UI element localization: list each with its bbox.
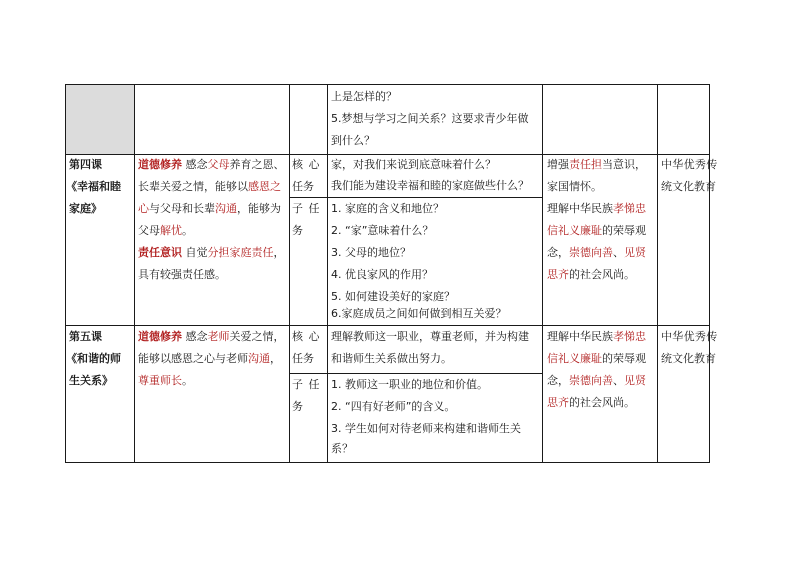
lesson4-value-line-6: 思齐的社会风尚。 [547, 268, 635, 281]
responsibility-label: 责任意识 [138, 246, 182, 259]
lesson5-core-label-2: 任务 [292, 352, 314, 365]
lesson5-value-line-3: 念，崇德向善、见贤 [547, 374, 646, 387]
lesson4-goal-line-3: 心与父母和长辈沟通，能够为 [138, 202, 281, 215]
lesson4-edu-line-1: 中华优秀传 [661, 158, 718, 171]
lesson5-core-label-1: 核 心 [292, 330, 321, 343]
col-border-3 [289, 84, 290, 463]
lesson4-value-line-4: 信礼义廉耻的荣辱观 [547, 224, 646, 237]
lesson4-sub-item-5: 5. 如何建设美好的家庭？ [331, 290, 455, 303]
lesson4-goal-line-2: 长辈关爱之情，能够以感恩之 [138, 180, 281, 193]
lesson4-goal-line-4: 父母解忧。 [138, 224, 193, 237]
lesson4-core-line-1: 家，对我们来说到底意味着什么？ [331, 158, 496, 171]
moral-cultivation-label: 道德修养 [138, 330, 182, 343]
lesson4-value-line-3: 理解中华民族孝悌忠 [547, 202, 646, 215]
lesson5-sub-item-3: 3. 学生如何对待老师来构建和谐师生关 [331, 422, 521, 435]
lesson5-edu-line-2: 统文化教育 [661, 352, 716, 365]
lesson5-value-line-2: 信礼义廉耻的荣辱观 [547, 352, 646, 365]
lesson5-value-line-4: 思齐的社会风尚。 [547, 396, 635, 409]
top-content-line-3: 到什么？ [331, 134, 375, 147]
lesson4-title-line-1: 第四课 [69, 158, 102, 171]
row-border-bottom [65, 462, 709, 463]
lesson4-value-line-5: 念，崇德向善、见贤 [547, 246, 646, 259]
lesson4-goal-line-6: 具有较强责任感。 [138, 268, 226, 281]
lesson5-sub-label-1: 子 任 [292, 378, 321, 391]
lesson5-title-line-1: 第五课 [69, 330, 102, 343]
lesson4-core-label-1: 核 心 [292, 158, 321, 171]
lesson4-title-line-3: 家庭》 [69, 202, 102, 215]
col-border-4 [327, 84, 328, 463]
lesson5-title-line-3: 生关系》 [69, 374, 113, 387]
lesson5-goal-line-1: 道德修养 感念老师关爱之情， [138, 330, 285, 343]
lesson5-sub-item-4: 系？ [331, 442, 353, 455]
top-content-line-1: 上是怎样的？ [331, 90, 397, 103]
col-border-7 [709, 84, 710, 463]
lesson5-title-line-2: 《和谐的师 [66, 352, 121, 365]
lesson4-goal-line-5: 责任意识 自觉分担家庭责任， [138, 246, 285, 259]
lesson5-goal-line-2: 能够以感恩之心与老师沟通， [138, 352, 281, 365]
lesson4-sub-label-1: 子 任 [292, 202, 321, 215]
lesson4-core-line-2: 我们能为建设幸福和睦的家庭做些什么？ [331, 179, 529, 192]
lesson4-sub-label-2: 务 [292, 224, 303, 237]
shaded-cell [65, 85, 134, 154]
lesson5-sub-item-2: 2. “四有好老师”的含义。 [331, 400, 456, 413]
moral-cultivation-label: 道德修养 [138, 158, 182, 171]
lesson4-sub-item-1: 1. 家庭的含义和地位？ [331, 202, 444, 215]
lesson4-title-line-2: 《幸福和睦 [66, 180, 121, 193]
lesson4-edu-line-2: 统文化教育 [661, 180, 716, 193]
lesson4-goal-line-1: 道德修养 感念父母养育之恩、 [138, 158, 285, 171]
lesson4-core-label-2: 任务 [292, 180, 314, 193]
lesson5-core-line-1: 理解教师这一职业，尊重老师，并为构建 [331, 330, 529, 343]
lesson4-sub-item-3: 3. 父母的地位？ [331, 246, 411, 259]
lesson4-value-line-1: 增强责任担当意识， [547, 158, 646, 171]
col-border-2 [134, 84, 135, 463]
top-content-line-2: 5.梦想与学习之间关系？这要求青少年做 [331, 112, 529, 125]
lesson4-sub-item-6: 6.家庭成员之间如何做到相互关爱？ [331, 307, 507, 320]
lesson5-sub-label-2: 务 [292, 400, 303, 413]
col-border-1 [65, 84, 66, 463]
lesson4-value-line-2: 家国情怀。 [547, 180, 602, 193]
col-border-5 [542, 84, 543, 463]
lesson5-goal-line-3: 尊重师长。 [138, 374, 193, 387]
lesson5-edu-line-1: 中华优秀传 [661, 330, 718, 343]
lesson5-core-line-2: 和谐师生关系做出努力。 [331, 352, 452, 365]
lesson5-sub-item-1: 1. 教师这一职业的地位和价值。 [331, 378, 488, 391]
row-border-top [65, 84, 709, 85]
lesson5-value-line-1: 理解中华民族孝悌忠 [547, 330, 646, 343]
col-border-6 [657, 84, 658, 463]
lesson4-sub-item-4: 4. 优良家风的作用？ [331, 268, 433, 281]
lesson4-sub-item-2: 2. “家”意味着什么？ [331, 224, 434, 237]
